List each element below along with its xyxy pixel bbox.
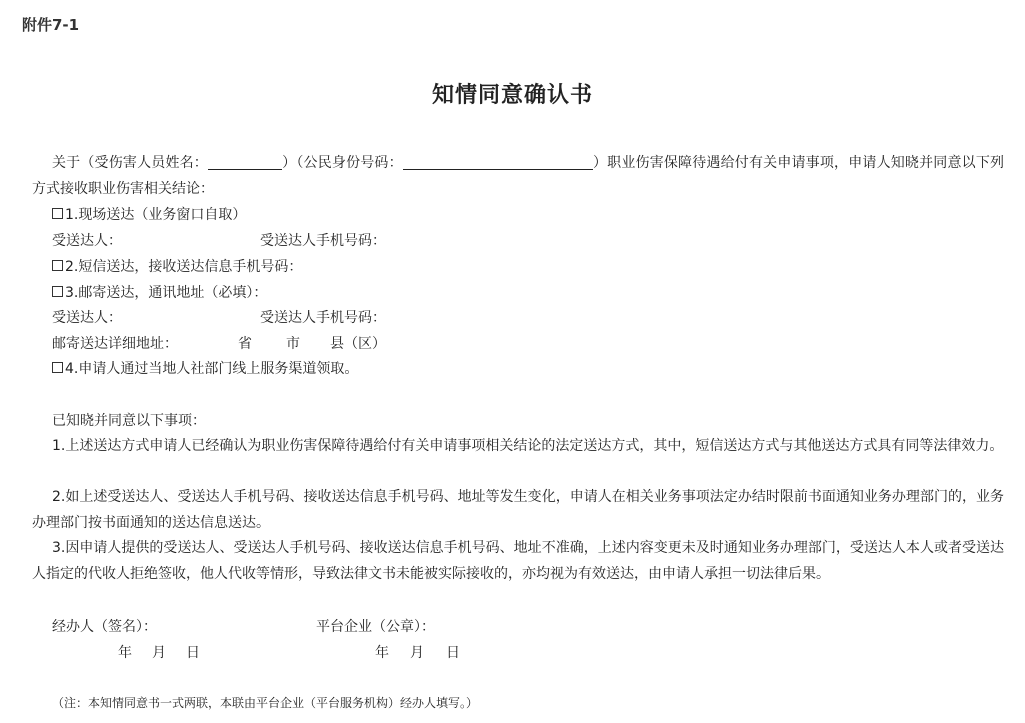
agreement-item-2 [32, 485, 1004, 537]
handler-signature-label: 经办人（签名）： [52, 619, 157, 635]
document-title: 知情同意确认书 [431, 82, 593, 108]
city-label: 市 [286, 336, 300, 352]
handler-year: 年 [118, 645, 132, 661]
option-3-label: 3.邮寄送达，通讯地址（必填）： [65, 285, 268, 301]
option-2-checkbox[interactable] [52, 260, 63, 271]
agreement-item-3-text: 3.因申请人提供的受送达人、受送达人手机号码、接收送达信息手机号码、地址不准确，上述内容变更未及时通知业务办理部门，受送达人本人或者受送达人指定的代收人拒绝签收，他人代收等情形，导致法律文书未能被实际接收的，亦均视为有效送达，由申请人承担一切法律后果。 [32, 540, 1004, 582]
platform-seal-label: 平台企业（公章）： [316, 619, 435, 635]
option-4-checkbox[interactable] [52, 362, 63, 373]
option-1-checkbox[interactable] [52, 208, 63, 219]
handler-day: 日 [186, 645, 200, 661]
injured-name-field[interactable] [208, 153, 282, 170]
agreement-item-2-text: 2.如上述受送达人、受送达人手机号码、接收送达信息手机号码、地址等发生变化，申请人在相关业务事项法定办结时限前书面通知业务办理部门的，业务办理部门按书面通知的送达信息送达。 [32, 489, 1004, 531]
mail-address-label: 邮寄送达详细地址： [52, 336, 178, 352]
county-label: 县（区） [330, 336, 386, 352]
attachment-label: 附件7-1 [22, 16, 80, 34]
footnote: （注：本知情同意书一式两联，本联由平台企业（平台服务机构）经办人填写。） [52, 696, 479, 710]
intro-paragraph [32, 151, 1004, 203]
province-label: 省 [238, 336, 252, 352]
intro-text-2: ）（公民身份号码： [281, 155, 403, 171]
option-2-row[interactable] [52, 255, 302, 281]
agreement-item-1 [32, 434, 1004, 460]
option-1-row[interactable] [52, 203, 246, 229]
platform-day: 日 [446, 645, 460, 661]
recipient-phone-label-2: 受送达人手机号码： [260, 310, 386, 326]
platform-month: 月 [410, 645, 424, 661]
option-4-row[interactable] [52, 357, 358, 383]
agreement-item-1-text: 1.上述送达方式申请人已经确认为职业伤害保障待遇给付有关申请事项相关结论的法定送达方式，其中，短信送达方式与其他送达方式具有同等法律效力。 [52, 438, 1004, 454]
option-1-label: 1.现场送达（业务窗口自取） [65, 207, 247, 223]
agreement-heading: 已知晓并同意以下事项： [52, 413, 206, 429]
intro-text-3: ）职业伤害保障待遇给付有关申请事项，申请人知晓并同意以下列方式接收职业伤害相关结论： [32, 155, 1005, 197]
recipient-phone-label-1: 受送达人手机号码： [260, 233, 386, 249]
option-4-label: 4.申请人通过当地人社部门线上服务渠道领取。 [65, 361, 359, 377]
intro-text-1: 关于（受伤害人员姓名： [52, 155, 208, 171]
recipient-label-2: 受送达人： [52, 310, 122, 326]
option-3-row[interactable] [52, 281, 267, 307]
recipient-label-1: 受送达人： [52, 233, 122, 249]
handler-month: 月 [152, 645, 166, 661]
option-2-label: 2.短信送达，接收送达信息手机号码： [65, 259, 303, 275]
platform-year: 年 [375, 645, 389, 661]
option-3-checkbox[interactable] [52, 286, 63, 297]
agreement-item-3 [32, 536, 1004, 588]
id-number-field[interactable] [403, 153, 593, 170]
